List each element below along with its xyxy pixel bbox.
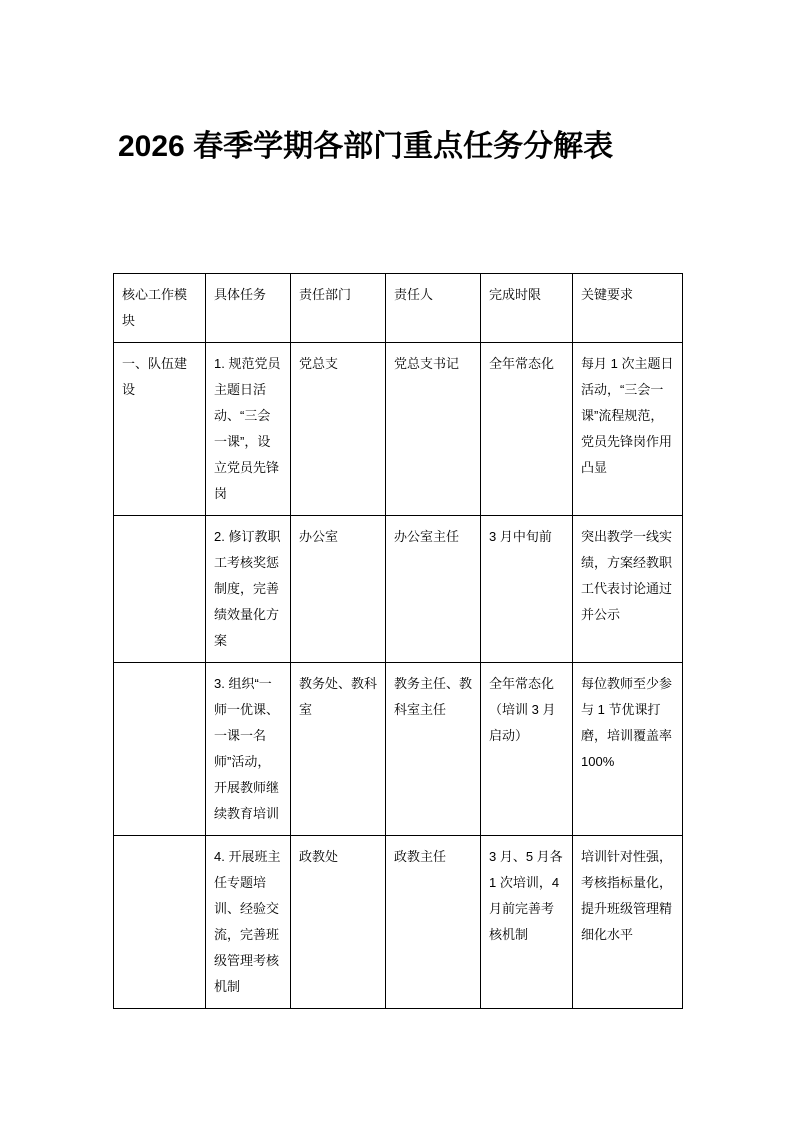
- cell-person: 党总支书记: [386, 343, 481, 516]
- cell-department: 教务处、教科室: [291, 663, 386, 836]
- task-breakdown-table: [113, 273, 683, 1009]
- page-title: 2026 春季学期各部门重点任务分解表: [118, 130, 614, 163]
- cell-deadline: 全年常态化: [481, 343, 573, 516]
- column-header-requirement: 关键要求: [573, 274, 683, 343]
- cell-deadline: 全年常态化（培训 3 月启动）: [481, 663, 573, 836]
- cell-module: [114, 836, 206, 1009]
- cell-requirement: 每位教师至少参与 1 节优课打磨，培训覆盖率 100%: [573, 663, 683, 836]
- cell-module: [114, 516, 206, 663]
- cell-task: 4. 开展班主任专题培训、经验交流，完善班级管理考核机制: [206, 836, 291, 1009]
- cell-deadline: 3 月中旬前: [481, 516, 573, 663]
- cell-person: 政教主任: [386, 836, 481, 1009]
- table-row: [114, 663, 683, 836]
- table-row: [114, 516, 683, 663]
- cell-department: 办公室: [291, 516, 386, 663]
- cell-department: 政教处: [291, 836, 386, 1009]
- column-header-module: 核心工作模块: [114, 274, 206, 343]
- cell-person: 教务主任、教科室主任: [386, 663, 481, 836]
- column-header-department: 责任部门: [291, 274, 386, 343]
- cell-task: 3. 组织“一师一优课、一课一名师”活动，开展教师继续教育培训: [206, 663, 291, 836]
- table-row: [114, 836, 683, 1009]
- column-header-deadline: 完成时限: [481, 274, 573, 343]
- table-header-row: [114, 274, 683, 343]
- cell-module: [114, 663, 206, 836]
- cell-requirement: 突出教学一线实绩，方案经教职工代表讨论通过并公示: [573, 516, 683, 663]
- column-header-person: 责任人: [386, 274, 481, 343]
- cell-person: 办公室主任: [386, 516, 481, 663]
- cell-deadline: 3 月、5 月各 1 次培训，4 月前完善考核机制: [481, 836, 573, 1009]
- cell-task: 2. 修订教职工考核奖惩制度，完善绩效量化方案: [206, 516, 291, 663]
- table-row: [114, 343, 683, 516]
- cell-task: 1. 规范党员主题日活动、“三会一课”，设立党员先锋岗: [206, 343, 291, 516]
- cell-requirement: 培训针对性强，考核指标量化，提升班级管理精细化水平: [573, 836, 683, 1009]
- column-header-task: 具体任务: [206, 274, 291, 343]
- cell-requirement: 每月 1 次主题日活动，“三会一课”流程规范，党员先锋岗作用凸显: [573, 343, 683, 516]
- cell-module: 一、队伍建设: [114, 343, 206, 516]
- cell-department: 党总支: [291, 343, 386, 516]
